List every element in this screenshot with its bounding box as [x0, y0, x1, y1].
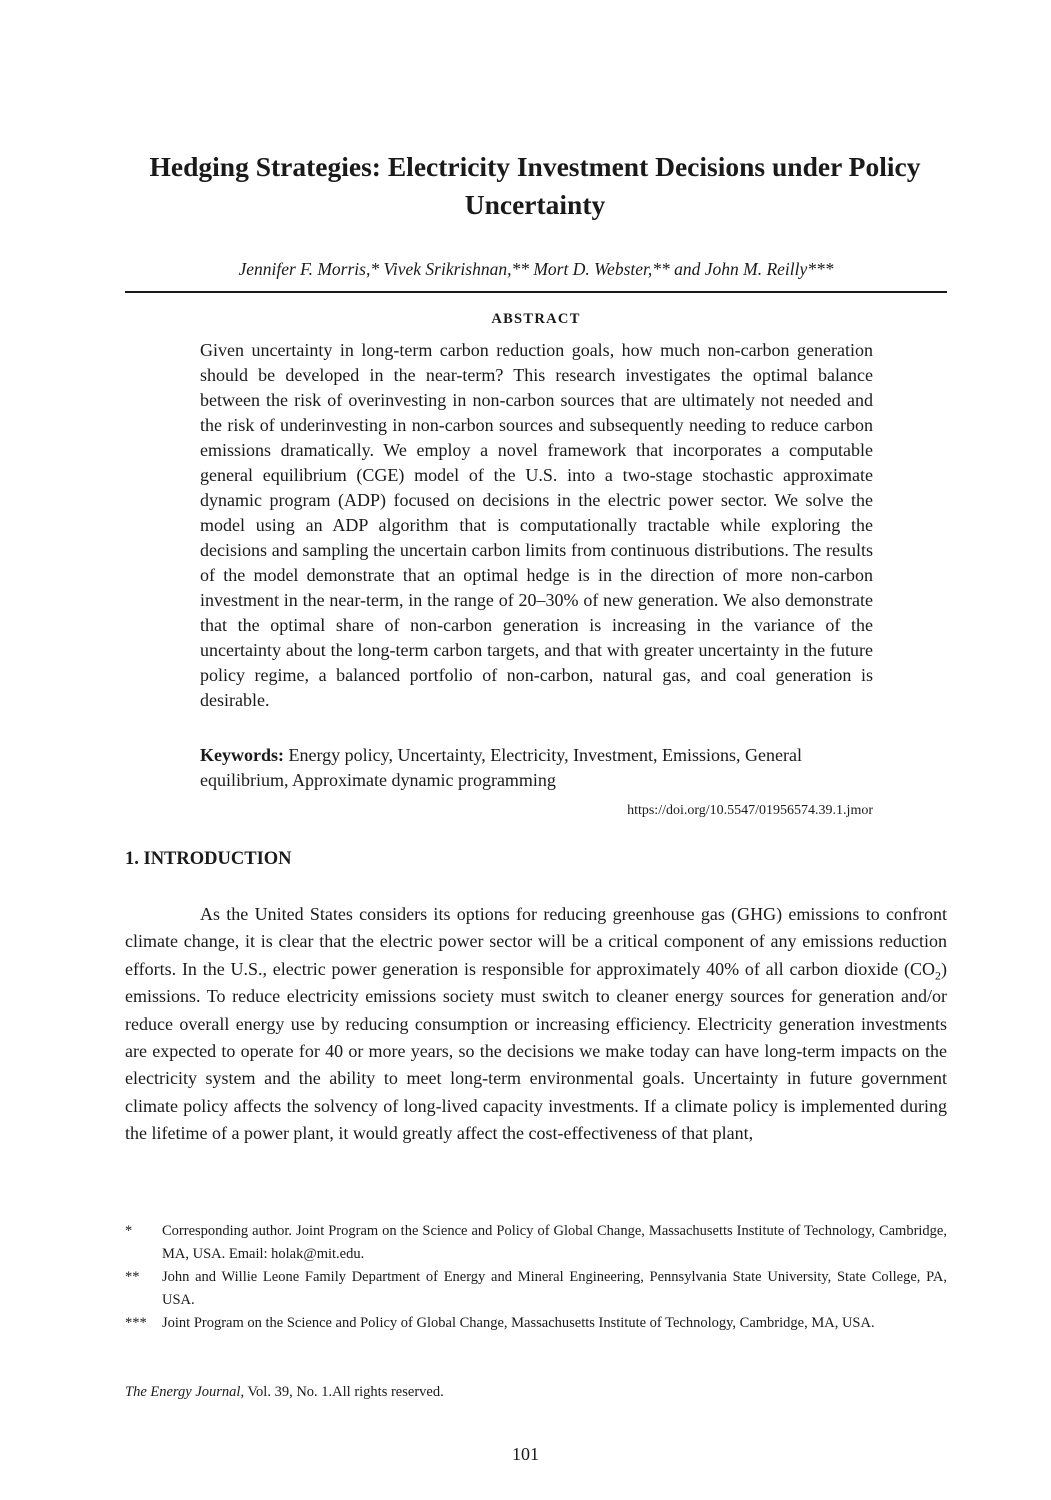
keywords-list: Energy policy, Uncertainty, Electricity, Investment, Emissions, General equilibrium, Approximate dynamic programming — [200, 745, 803, 790]
doi-link[interactable]: https://doi.org/10.5547/01956574.39.1.jmor — [627, 803, 873, 818]
footnote-text: Corresponding author. Joint Program on the Science and Policy of Global Change, Massachusetts Institute of Technology, Cambridge, MA, USA. Email: holak@mit.edu. — [162, 1223, 947, 1262]
author-list: Jennifer F. Morris,* Vivek Srikrishnan,** Mort D. Webster,** and John M. Reilly*** — [238, 259, 834, 279]
section-heading: 1. INTRODUCTION — [125, 849, 292, 869]
header-rule — [125, 291, 947, 293]
abstract-heading: ABSTRACT — [491, 311, 581, 327]
footnote — [125, 1220, 947, 1266]
keywords-label: Keywords: — [200, 745, 284, 765]
footnote-mark: * — [125, 1223, 133, 1239]
paper-title: Hedging Strategies: Electricity Investment Decisions under Policy Uncertainty — [149, 151, 921, 220]
footnote — [125, 1312, 947, 1335]
abstract-text: Given uncertainty in long-term carbon reduction goals, how much non-carbon generation should be developed in the near-term? This research investigates the optimal balance between the risk of overinvesting in non-carbon sources that are ultimately not needed and the risk of underinvesting in non-carbon sources and subsequently needing to reduce carbon emissions dramatically. We employ a novel framework that incorporates a computable general equilibrium (CGE) model of the U.S. into a two-stage stochastic approximate dynamic program (ADP) focused on decisions in the electric power sector. We solve the model using an ADP algorithm that is computationally tractable while exploring the decisions and sampling the uncertain carbon limits from continuous distributions. The results of the model demonstrate that an optimal hedge is in the direction of more non-carbon investment in the near-term, in the range of 20–30% of new generation. We also demonstrate that the optimal share of non-carbon generation is increasing in the variance of the uncertainty about the long-term carbon targets, and that with greater uncertainty in the future policy regime, a balanced portfolio of non-carbon, natural gas, and coal generation is desirable. — [200, 340, 873, 710]
footnote-mark: *** — [125, 1315, 147, 1331]
footnotes — [125, 1220, 947, 1335]
journal-name: The Energy Journal — [125, 1384, 241, 1400]
co2-subscript: 2 — [935, 968, 941, 983]
footnote-mark: ** — [125, 1269, 140, 1285]
introduction-paragraph — [125, 901, 947, 1148]
journal-volume: , Vol. 39, No. 1.All rights reserved. — [240, 1384, 444, 1400]
page-number: 101 — [512, 1444, 539, 1464]
footnote — [125, 1266, 947, 1312]
journal-citation — [125, 1382, 444, 1402]
paragraph-text-1: As the United States considers its options for reducing greenhouse gas (GHG) emissions to confront climate change, it is clear that the electric power sector will be a critical component of any emissions reduction efforts. In the U.S., electric power generation is responsible for approximately 40% of all carbon dioxide (CO — [125, 904, 947, 979]
keywords — [200, 743, 873, 793]
footnote-text: John and Willie Leone Family Department of Energy and Mineral Engineering, Pennsylvania State University, State College, PA, USA. — [162, 1269, 947, 1308]
footnote-text: Joint Program on the Science and Policy of Global Change, Massachusetts Institute of Technology, Cambridge, MA, USA. — [162, 1315, 875, 1331]
paragraph-text-2: ) emissions. To reduce electricity emissions society must switch to cleaner energy sources for generation and/or reduce overall energy use by reducing consumption or increasing efficiency. Electricity generation investments are expected to operate for 40 or more years, so the decisions we make today can have long-term impacts on the electricity system and the ability to meet long-term environmental goals. Uncertainty in future government climate policy affects the solvency of long-lived capacity investments. If a climate policy is implemented during the lifetime of a power plant, it would greatly affect the cost-effectiveness of that plant, — [125, 958, 947, 1144]
